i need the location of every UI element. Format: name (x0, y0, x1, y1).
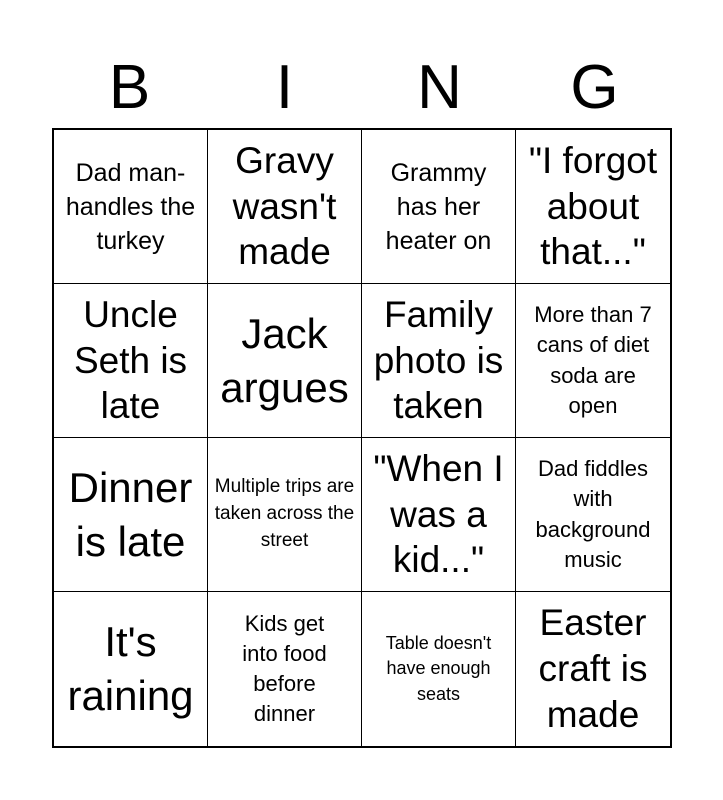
bingo-cell[interactable] (54, 284, 208, 438)
header-letter-g: G (570, 53, 619, 122)
bingo-card-grid (52, 128, 672, 748)
bingo-cell-text: Dad man-handles the turkey (65, 158, 196, 255)
bingo-cell[interactable] (208, 130, 362, 284)
bingo-cell-text: Dinner is late (68, 463, 193, 565)
bingo-cell[interactable] (362, 284, 516, 438)
bingo-cell-text: Dad fiddles with background music (535, 456, 651, 572)
bingo-cell[interactable] (208, 438, 362, 592)
bingo-cell-text: Grammy has her heater on (385, 158, 492, 255)
bingo-cell-text: More than 7 cans of diet soda are open (534, 302, 652, 418)
bingo-cell-text: Jack argues (220, 309, 349, 411)
bingo-cell-text: Easter craft is made (538, 602, 648, 735)
bingo-cell-text: Uncle Seth is late (73, 293, 188, 427)
bingo-cell[interactable] (362, 592, 516, 746)
bingo-cell[interactable] (516, 592, 670, 746)
bingo-cell[interactable] (516, 284, 670, 438)
bingo-cell[interactable] (362, 438, 516, 592)
bingo-cell-text: Multiple trips are taken across the street (214, 476, 355, 551)
bingo-cell-text: "When I was a kid..." (373, 447, 504, 581)
bingo-header (52, 52, 672, 128)
header-letter-i: I (275, 53, 294, 122)
bingo-cell-text: Gravy wasn't made (232, 139, 337, 273)
bingo-cell-text: Family photo is taken (373, 293, 504, 427)
bingo-cell[interactable] (516, 130, 670, 284)
bingo-cell[interactable] (362, 130, 516, 284)
bingo-cell-text: "I forgot about that..." (528, 139, 658, 273)
bingo-cell-text: Table doesn't have enough seats (385, 632, 492, 704)
header-letter-b: B (108, 53, 151, 122)
bingo-cell[interactable] (208, 592, 362, 746)
bingo-cell-text: It's raining (67, 618, 194, 719)
bingo-cell[interactable] (208, 284, 362, 438)
header-letter-n: N (417, 53, 462, 122)
bingo-cell-text: Kids get into food before dinner (242, 610, 327, 727)
bingo-cell[interactable] (54, 438, 208, 592)
bingo-cell[interactable] (54, 130, 208, 284)
bingo-cell[interactable] (516, 438, 670, 592)
bingo-cell[interactable] (54, 592, 208, 746)
